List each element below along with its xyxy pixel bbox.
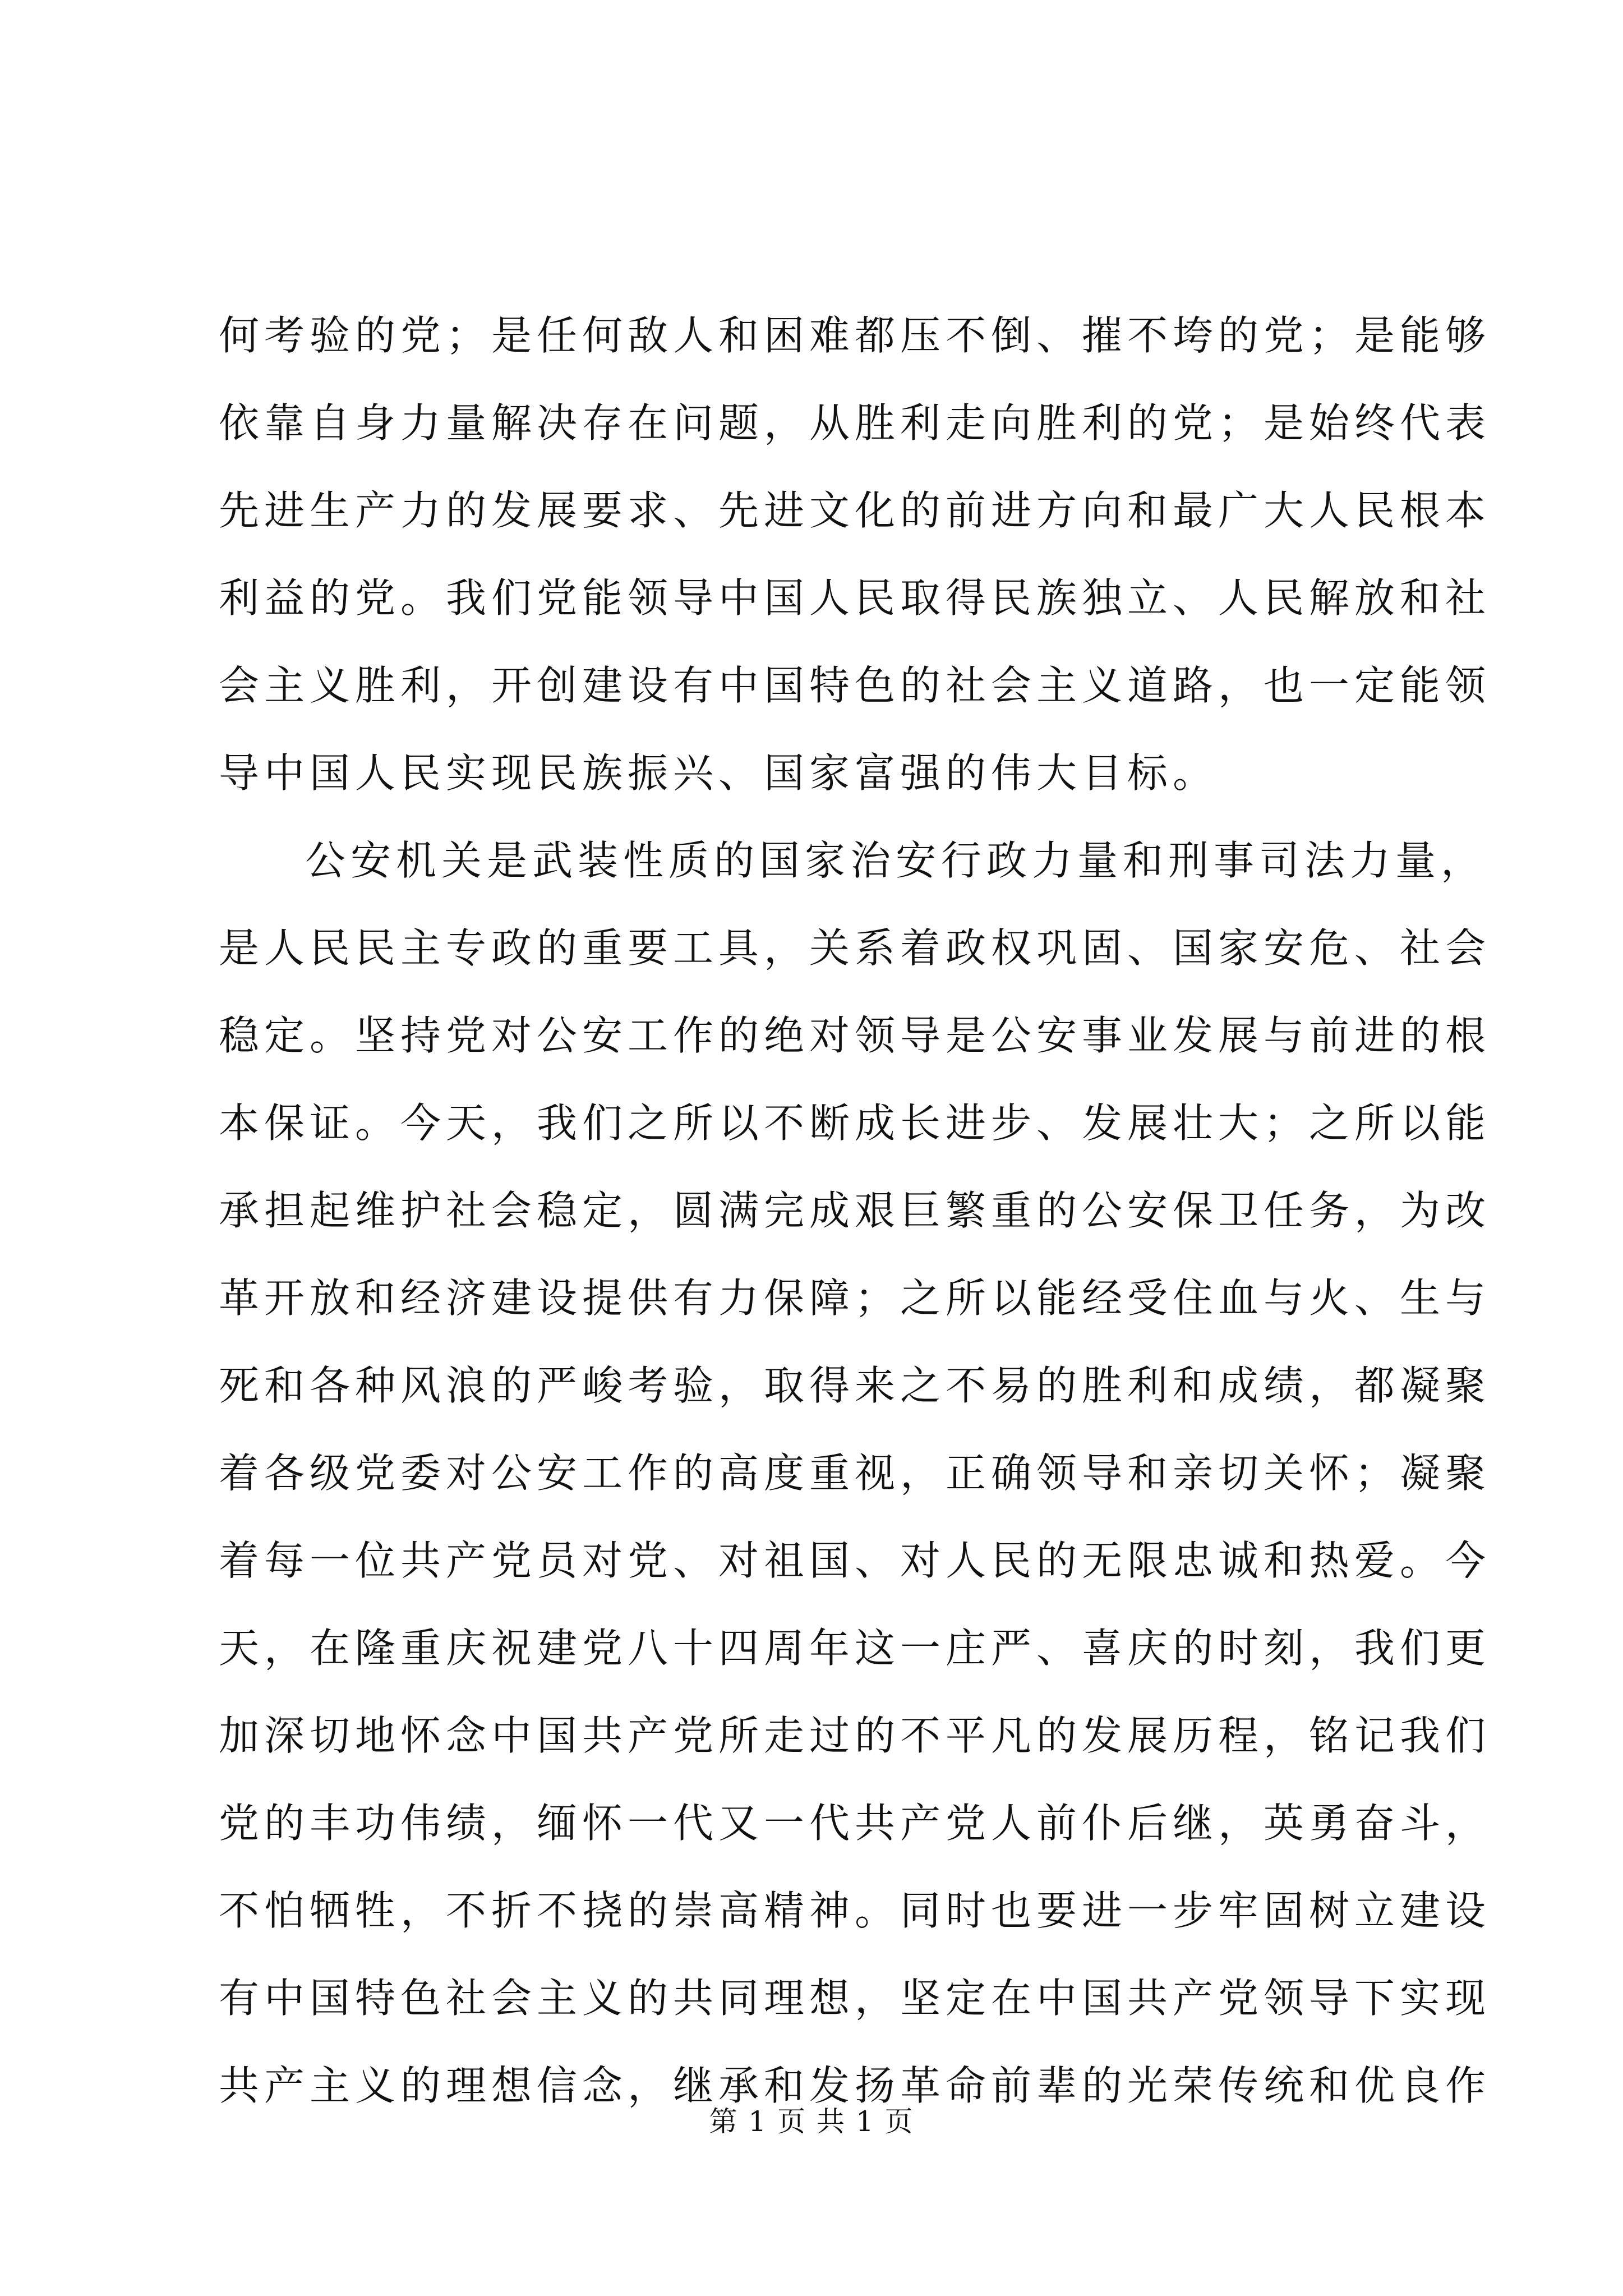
text-line-19: 不怕牺牲，不折不挠的崇高精神。同时也要进一步牢固树立建设 bbox=[219, 1887, 1491, 1934]
paragraph-2-line-1: 公安机关是武装性质的国家治安行政力量和刑事司法力量， bbox=[305, 837, 1487, 884]
text-line-14: 着各级党委对公安工作的高度重视，正确领导和亲切关怀；凝聚 bbox=[219, 1450, 1491, 1497]
text-line-3: 先进生产力的发展要求、先进文化的前进方向和最广大人民根本 bbox=[219, 487, 1491, 534]
text-line-13: 死和各种风浪的严峻考验，取得来之不易的胜利和成绩，都凝聚 bbox=[219, 1362, 1491, 1409]
text-line-17: 加深切地怀念中国共产党所走过的不平凡的发展历程，铭记我们 bbox=[219, 1712, 1491, 1759]
text-line-8: 是人民民主专政的重要工具，关系着政权巩固、国家安危、社会 bbox=[219, 924, 1491, 972]
text-line-20: 有中国特色社会主义的共同理想，坚定在中国共产党领导下实现 bbox=[219, 1975, 1491, 2022]
document-body bbox=[219, 292, 1491, 2109]
text-line-11: 承担起维护社会稳定，圆满完成艰巨繁重的公安保卫任务，为改 bbox=[219, 1187, 1491, 1234]
text-line-4: 利益的党。我们党能领导中国人民取得民族独立、人民解放和社 bbox=[219, 574, 1491, 622]
text-line-10: 本保证。今天，我们之所以不断成长进步、发展壮大；之所以能 bbox=[219, 1099, 1491, 1147]
text-line-21: 共产主义的理想信念，继承和发扬革命前辈的光荣传统和优良作 bbox=[219, 2062, 1491, 2109]
text-line-5: 会主义胜利，开创建设有中国特色的社会主义道路，也一定能领 bbox=[219, 662, 1491, 709]
text-line-15: 着每一位共产党员对党、对祖国、对人民的无限忠诚和热爱。今 bbox=[219, 1537, 1491, 1584]
text-line-16: 天，在隆重庆祝建党八十四周年这一庄严、喜庆的时刻，我们更 bbox=[219, 1625, 1491, 1672]
text-line-2: 依靠自身力量解决存在问题，从胜利走向胜利的党；是始终代表 bbox=[219, 399, 1491, 447]
text-line-12: 革开放和经济建设提供有力保障；之所以能经受住血与火、生与 bbox=[219, 1274, 1491, 1322]
page-footer: 第 1 页 共 1 页 bbox=[709, 2105, 914, 2138]
text-line-1: 何考验的党；是任何敌人和困难都压不倒、摧不垮的党；是能够 bbox=[219, 312, 1491, 359]
text-line-6: 导中国人民实现民族振兴、国家富强的伟大目标。 bbox=[219, 749, 1219, 797]
text-line-9: 稳定。坚持党对公安工作的绝对领导是公安事业发展与前进的根 bbox=[219, 1012, 1491, 1059]
text-line-18: 党的丰功伟绩，缅怀一代又一代共产党人前仆后继，英勇奋斗， bbox=[219, 1800, 1491, 1847]
